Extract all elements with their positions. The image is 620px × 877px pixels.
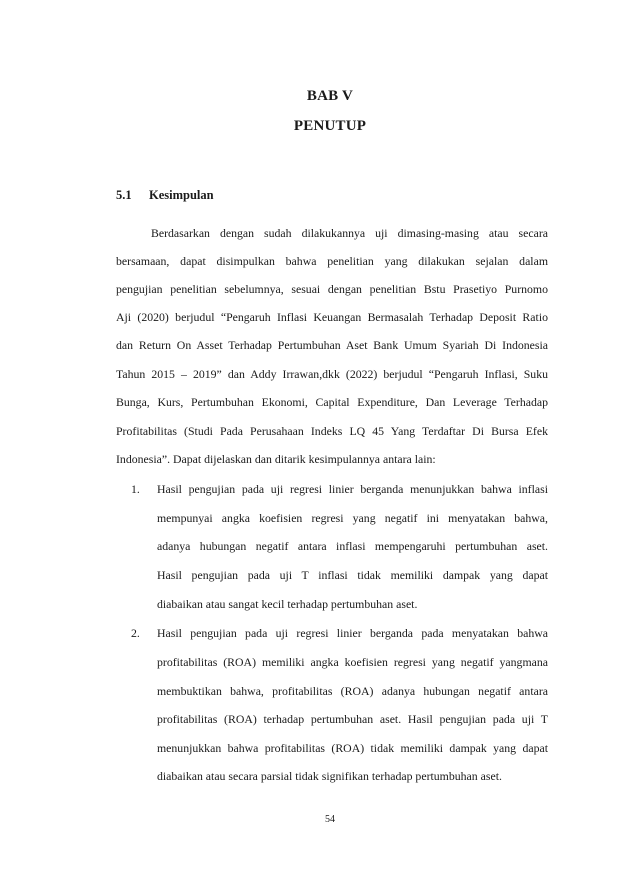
paragraph-line: Profitabilitas (Studi Pada Perusahaan Indeks LQ 45 Yang Terdaftar Di Bursa Efek [116, 424, 548, 438]
list-item-line: diabaikan atau secara parsial tidak signifikan terhadap pertumbuhan aset. [157, 769, 502, 783]
list-item-line: profitabilitas (ROA) memiliki angka koefisien regresi yang negatif yangmana [157, 655, 548, 669]
list-item-line: profitabilitas (ROA) terhadap pertumbuhan aset. Hasil pengujian pada uji T [157, 712, 548, 726]
chapter-number: BAB V [306, 88, 354, 104]
paragraph-line: bersamaan, dapat disimpulkan bahwa penelitian yang dilakukan sejalan dalam [116, 254, 548, 268]
list-item-line: Hasil pengujian pada uji T inflasi tidak memiliki dampak yang dapat [157, 568, 548, 582]
paragraph-line: Tahun 2015 – 2019” dan Addy Irrawan,dkk (2022) berjudul “Pengaruh Inflasi, Suku [116, 367, 548, 381]
paragraph-line: Indonesia”. Dapat dijelaskan dan ditarik kesimpulannya antara lain: [116, 452, 436, 466]
list-item-line: mempunyai angka koefisien regresi yang negatif ini menyatakan bahwa, [157, 511, 548, 525]
section-title: Kesimpulan [149, 188, 214, 202]
list-number: 2. [131, 626, 140, 640]
paragraph-line: Aji (2020) berjudul “Pengaruh Inflasi Keuangan Bermasalah Terhadap Deposit Ratio [116, 310, 548, 324]
page-number: 54 [325, 814, 335, 825]
list-item-line: Hasil pengujian pada uji regresi linier berganda menunjukkan bahwa inflasi [157, 482, 548, 496]
list-item-line: Hasil pengujian pada uji regresi linier berganda pada menyatakan bahwa [157, 626, 548, 640]
list-item-line: diabaikan atau sangat kecil terhadap pertumbuhan aset. [157, 597, 418, 611]
paragraph-line: dan Return On Asset Terhadap Pertumbuhan Aset Bank Umum Syariah Di Indonesia [116, 338, 548, 352]
paragraph-line: pengujian penelitian sebelumnya, sesuai dengan penelitian Bstu Prasetiyo Purnomo [116, 282, 548, 296]
paragraph-line: Bunga, Kurs, Pertumbuhan Ekonomi, Capital Expenditure, Dan Leverage Terhadap [116, 395, 548, 409]
list-item-line: adanya hubungan negatif antara inflasi mempengaruhi pertumbuhan aset. [157, 539, 548, 553]
section-heading [116, 188, 214, 203]
section-number: 5.1 [116, 188, 132, 202]
list-item-line: menunjukkan bahwa profitabilitas (ROA) tidak memiliki dampak yang dapat [157, 741, 548, 755]
list-item-line: membuktikan bahwa, profitabilitas (ROA) adanya hubungan negatif antara [157, 684, 548, 698]
list-number: 1. [131, 482, 140, 496]
paragraph-line: Berdasarkan dengan sudah dilakukannya uji dimasing-masing atau secara [151, 226, 548, 240]
chapter-title: PENUTUP [293, 118, 367, 134]
